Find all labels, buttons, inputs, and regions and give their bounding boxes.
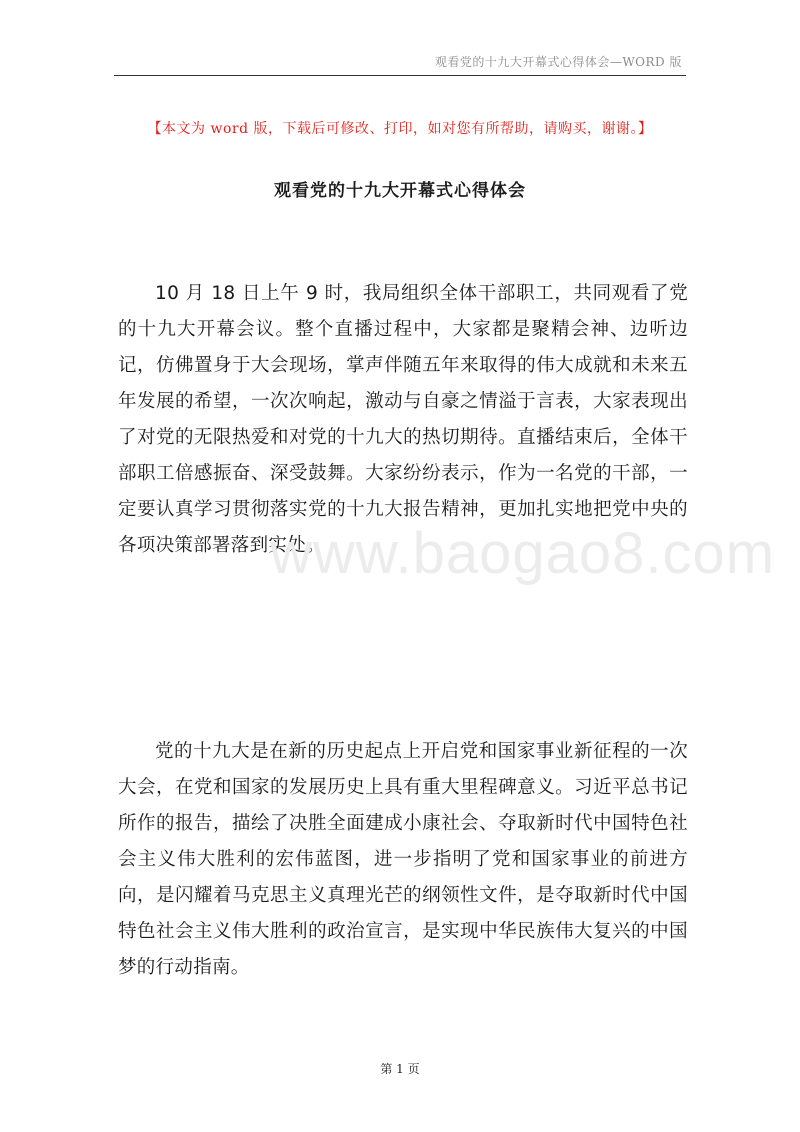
- header-divider: [114, 75, 686, 76]
- document-title: 观看党的十九大开幕式心得体会: [274, 181, 526, 201]
- body-paragraph-2: 党的十九大是在新的历史起点上开启党和国家事业新征程的一次大会，在党和国家的发展历史上具有重大里程碑意义。习近平总书记所作的报告，描绘了决胜全面建成小康社会、夺取新时代中国特色社会主义伟大胜利的宏伟蓝图，进一步指明了党和国家事业的前进方向，是闪耀着马克思主义真理光芒的纲领性文件，是夺取新时代中国特色社会主义伟大胜利的政治宣言，是实现中华民族伟大复兴的中国梦的行动指南。: [118, 741, 688, 978]
- body-paragraph-1: 10 月 18 日上午 9 时，我局组织全体干部职工，共同观看了党的十九大开幕会议。整个直播过程中，大家都是聚精会神、边听边记，仿佛置身于大会现场，掌声伴随五年来取得的伟大成就和未来五年发展的希望，一次次响起，激动与自豪之情溢于言表，大家表现出了对党的无限热爱和对党的十九大的热切期待。直播结束后，全体干部职工倍感振奋、深受鼓舞。大家纷纷表示，作为一名党的干部，一定要认真学习贯彻落实党的十九大报告精神，更加扎实地把党中央的各项决策部署落到实处。: [118, 283, 688, 556]
- page-number: 第 1 页: [380, 1062, 420, 1076]
- watermark: www.baogao8.com: [270, 521, 776, 586]
- running-header: 观看党的十九大开幕式心得体会—WORD 版: [434, 55, 682, 69]
- download-notice: 【本文为 word 版，下载后可修改、打印，如对您有所帮助，请购买，谢谢。】: [147, 121, 653, 137]
